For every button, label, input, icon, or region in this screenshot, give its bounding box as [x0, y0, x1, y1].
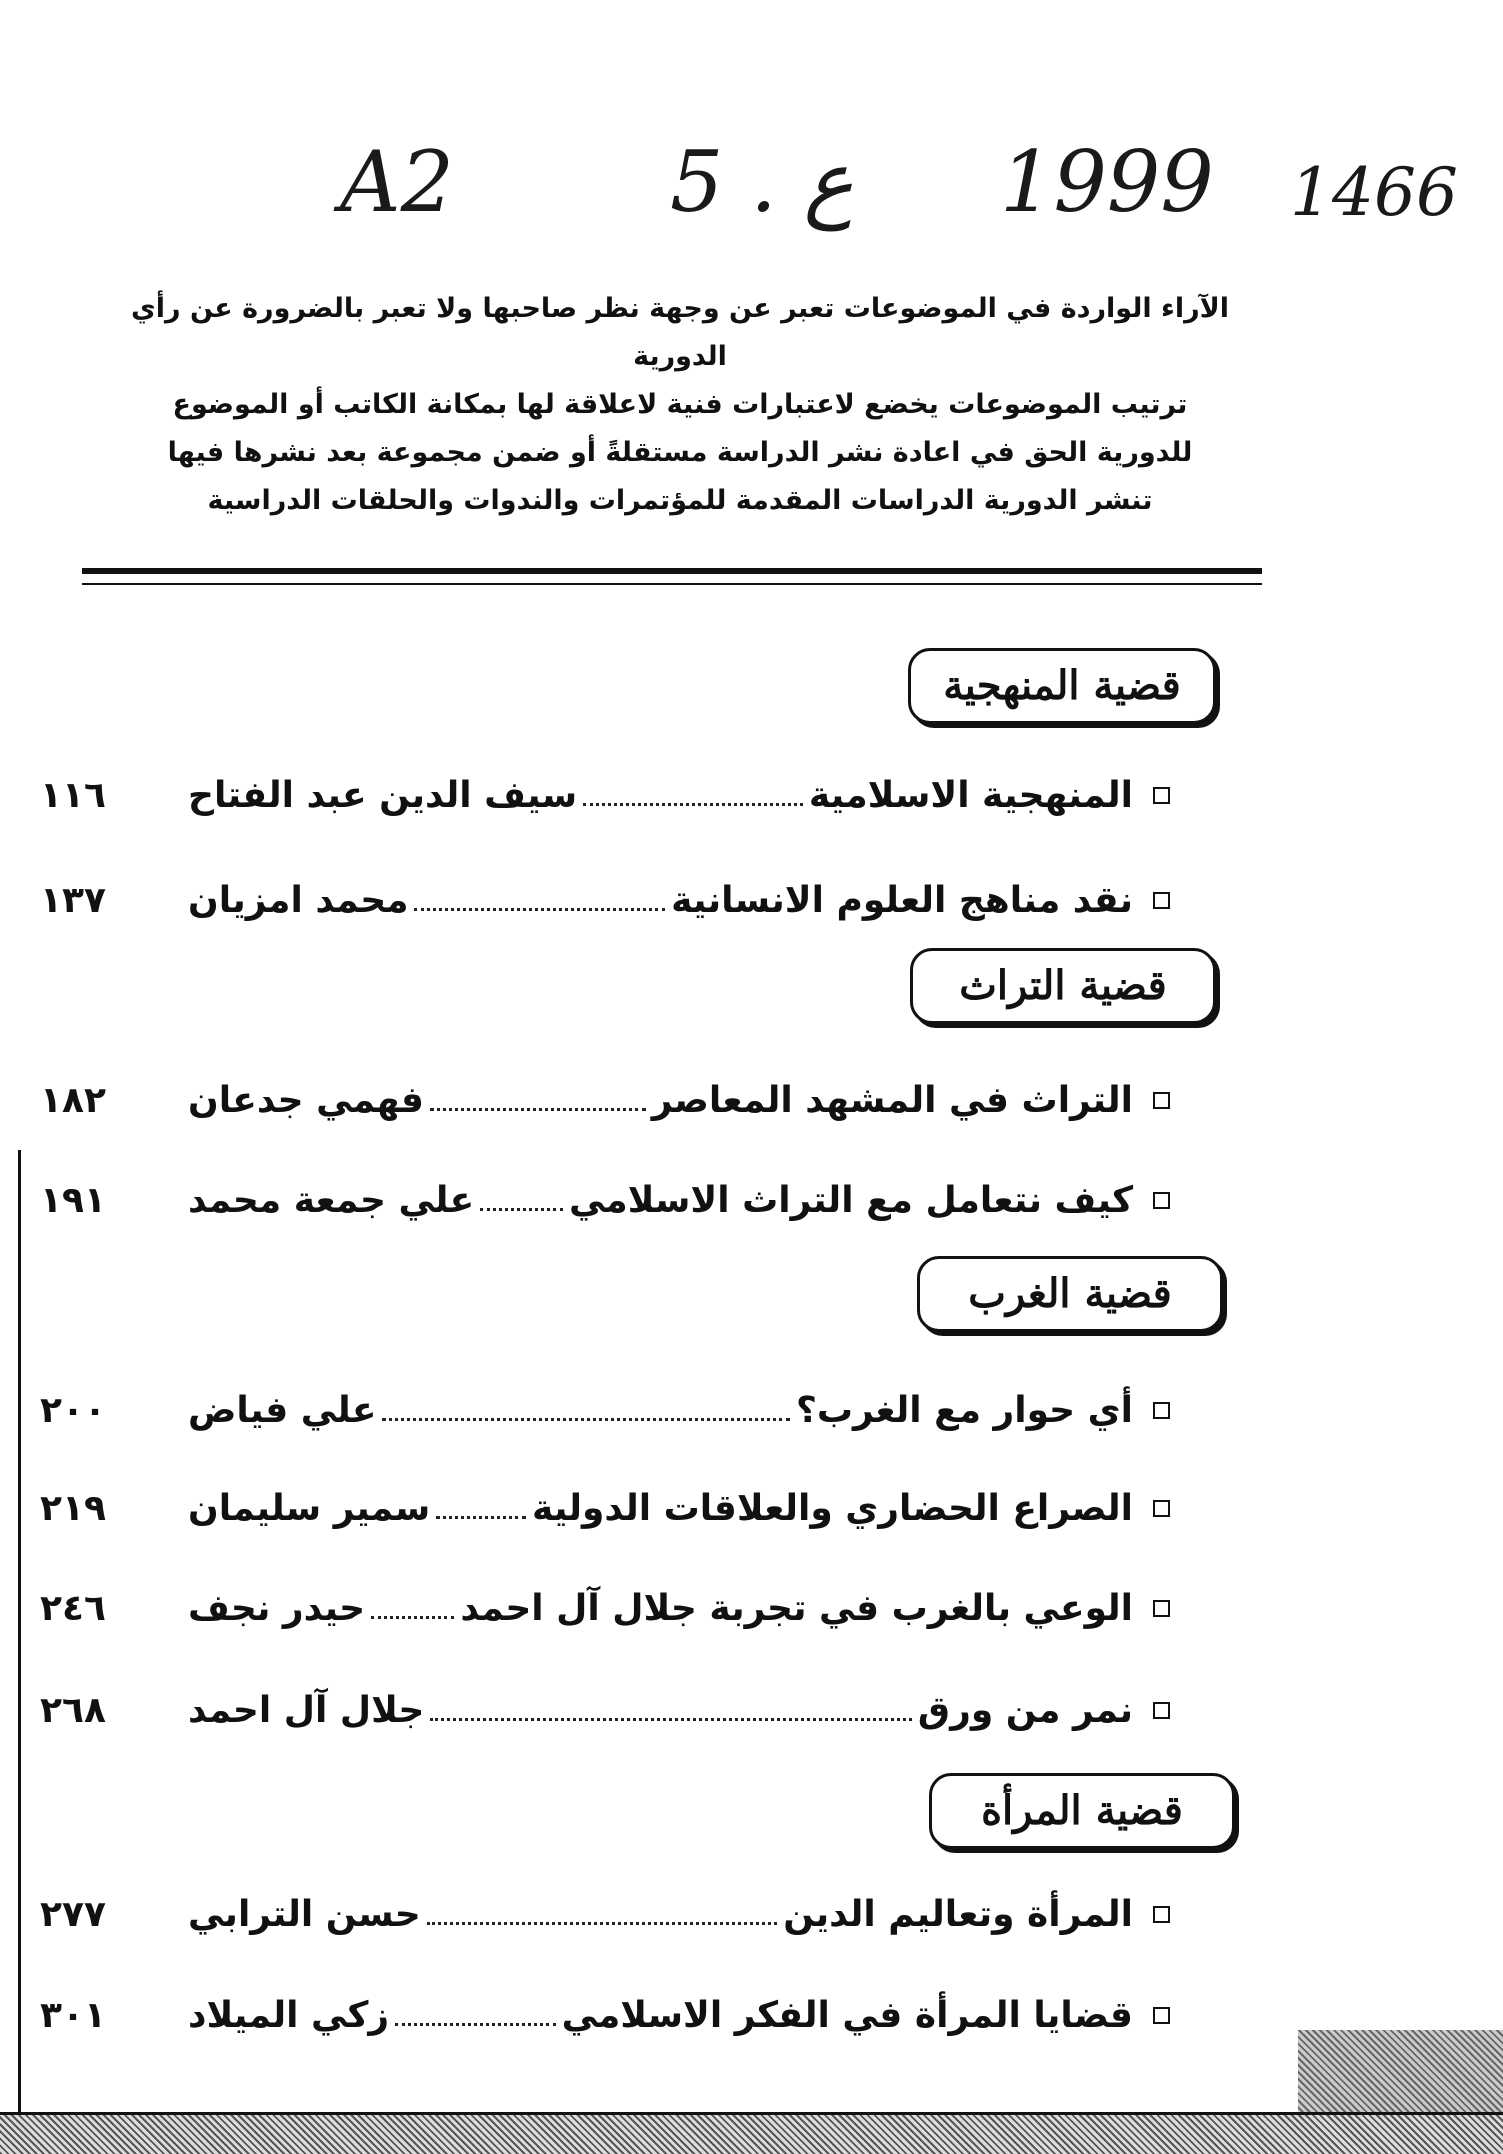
- entry-page: ٢٦٨: [40, 1689, 106, 1731]
- entry-page: ١١٦: [40, 774, 106, 816]
- dot-leader: [427, 1922, 777, 1925]
- entry-title: المنهجية الاسلامية: [808, 774, 1133, 816]
- entry-author: زكي الميلاد: [188, 1994, 390, 2036]
- toc-entry[interactable]: [40, 1578, 1170, 1638]
- entry-page: ١٨٢: [40, 1079, 106, 1121]
- entry-author: حيدر نجف: [188, 1587, 366, 1629]
- section-header-woman: قضية المرأة: [929, 1773, 1235, 1849]
- toc-entry[interactable]: [40, 1985, 1170, 2045]
- entry-title: نمر من ورق: [917, 1689, 1133, 1731]
- checkbox-bullet-icon: [1153, 787, 1170, 804]
- checkbox-bullet-icon: [1153, 892, 1170, 909]
- entry-page: ٢٧٧: [40, 1893, 106, 1935]
- toc-entry[interactable]: [40, 1170, 1170, 1230]
- entry-title: التراث في المشهد المعاصر: [651, 1079, 1133, 1121]
- checkbox-bullet-icon: [1153, 1402, 1170, 1419]
- dot-leader: [395, 2023, 555, 2026]
- scan-margin-hatch: [0, 2112, 1503, 2154]
- toc-entry[interactable]: [40, 1380, 1170, 1440]
- entry-title: كيف نتعامل مع التراث الاسلامي: [568, 1179, 1133, 1221]
- dot-leader: [436, 1516, 526, 1519]
- entry-author: فهمي جدعان: [188, 1079, 425, 1121]
- entry-title: نقد مناهج العلوم الانسانية: [671, 879, 1133, 921]
- entry-page: ٢٠٠: [40, 1389, 106, 1431]
- handwritten-code: A2: [340, 133, 455, 231]
- dot-leader: [583, 803, 803, 806]
- divider-rule: [82, 568, 1262, 574]
- entry-author: محمد امزيان: [188, 879, 409, 921]
- handwritten-issue: 5 . ع: [670, 133, 854, 231]
- entry-title: أي حوار مع الغرب؟: [795, 1389, 1133, 1431]
- toc-entry[interactable]: [40, 870, 1170, 930]
- notice-line: الآراء الواردة في الموضوعات تعبر عن وجهة نظر صاحبها ولا تعبر بالضرورة عن رأي الدورية: [131, 293, 1229, 372]
- entry-title: المرأة وتعاليم الدين: [783, 1893, 1133, 1935]
- checkbox-bullet-icon: [1153, 1702, 1170, 1719]
- entry-author: علي جمعة محمد: [188, 1179, 475, 1221]
- entry-author: حسن الترابي: [188, 1893, 421, 1935]
- entry-page: ٣٠١: [40, 1994, 106, 2036]
- entry-title: قضايا المرأة في الفكر الاسلامي: [561, 1994, 1133, 2036]
- checkbox-bullet-icon: [1153, 1192, 1170, 1209]
- section-header-heritage: قضية التراث: [910, 948, 1216, 1024]
- section-header-methodology: قضية المنهجية: [908, 648, 1216, 724]
- dot-leader: [430, 1108, 646, 1111]
- toc-entry[interactable]: [40, 765, 1170, 825]
- entry-author: جلال آل احمد: [188, 1689, 425, 1731]
- checkbox-bullet-icon: [1153, 1500, 1170, 1517]
- checkbox-bullet-icon: [1153, 2007, 1170, 2024]
- page-edge-curl: [0, 1150, 21, 2154]
- toc-entry[interactable]: [40, 1884, 1170, 1944]
- checkbox-bullet-icon: [1153, 1600, 1170, 1617]
- entry-title: الوعي بالغرب في تجربة جلال آل احمد: [460, 1587, 1133, 1629]
- checkbox-bullet-icon: [1153, 1906, 1170, 1923]
- handwritten-year: 1999: [1000, 133, 1214, 231]
- entry-page: ١٣٧: [40, 879, 106, 921]
- entry-page: ٢١٩: [40, 1487, 106, 1529]
- toc-entry[interactable]: [40, 1680, 1170, 1740]
- editorial-notice: [80, 285, 1280, 525]
- dot-leader: [480, 1208, 563, 1211]
- entry-page: ١٩١: [40, 1179, 106, 1221]
- entry-author: سمير سليمان: [188, 1487, 431, 1529]
- section-header-west: قضية الغرب: [917, 1256, 1223, 1332]
- toc-entry[interactable]: [40, 1070, 1170, 1130]
- notice-line: للدورية الحق في اعادة نشر الدراسة مستقلةً أو ضمن مجموعة بعد نشرها فيها: [167, 437, 1193, 468]
- entry-title: الصراع الحضاري والعلاقات الدولية: [532, 1487, 1133, 1529]
- entry-author: علي فياض: [188, 1389, 377, 1431]
- dot-leader: [371, 1616, 454, 1619]
- dot-leader: [382, 1418, 790, 1421]
- handwritten-number: 1466: [1290, 154, 1458, 231]
- divider-rule: [82, 583, 1262, 585]
- notice-line: تنشر الدورية الدراسات المقدمة للمؤتمرات والندوات والحلقات الدراسية: [207, 485, 1153, 516]
- dot-leader: [414, 908, 665, 911]
- checkbox-bullet-icon: [1153, 1092, 1170, 1109]
- toc-entry[interactable]: [40, 1478, 1170, 1538]
- dot-leader: [430, 1718, 912, 1721]
- entry-page: ٢٤٦: [40, 1587, 106, 1629]
- notice-line: ترتيب الموضوعات يخضع لاعتبارات فنية لاعلاقة لها بمكانة الكاتب أو الموضوع: [172, 389, 1188, 420]
- entry-author: سيف الدين عبد الفتاح: [188, 774, 578, 816]
